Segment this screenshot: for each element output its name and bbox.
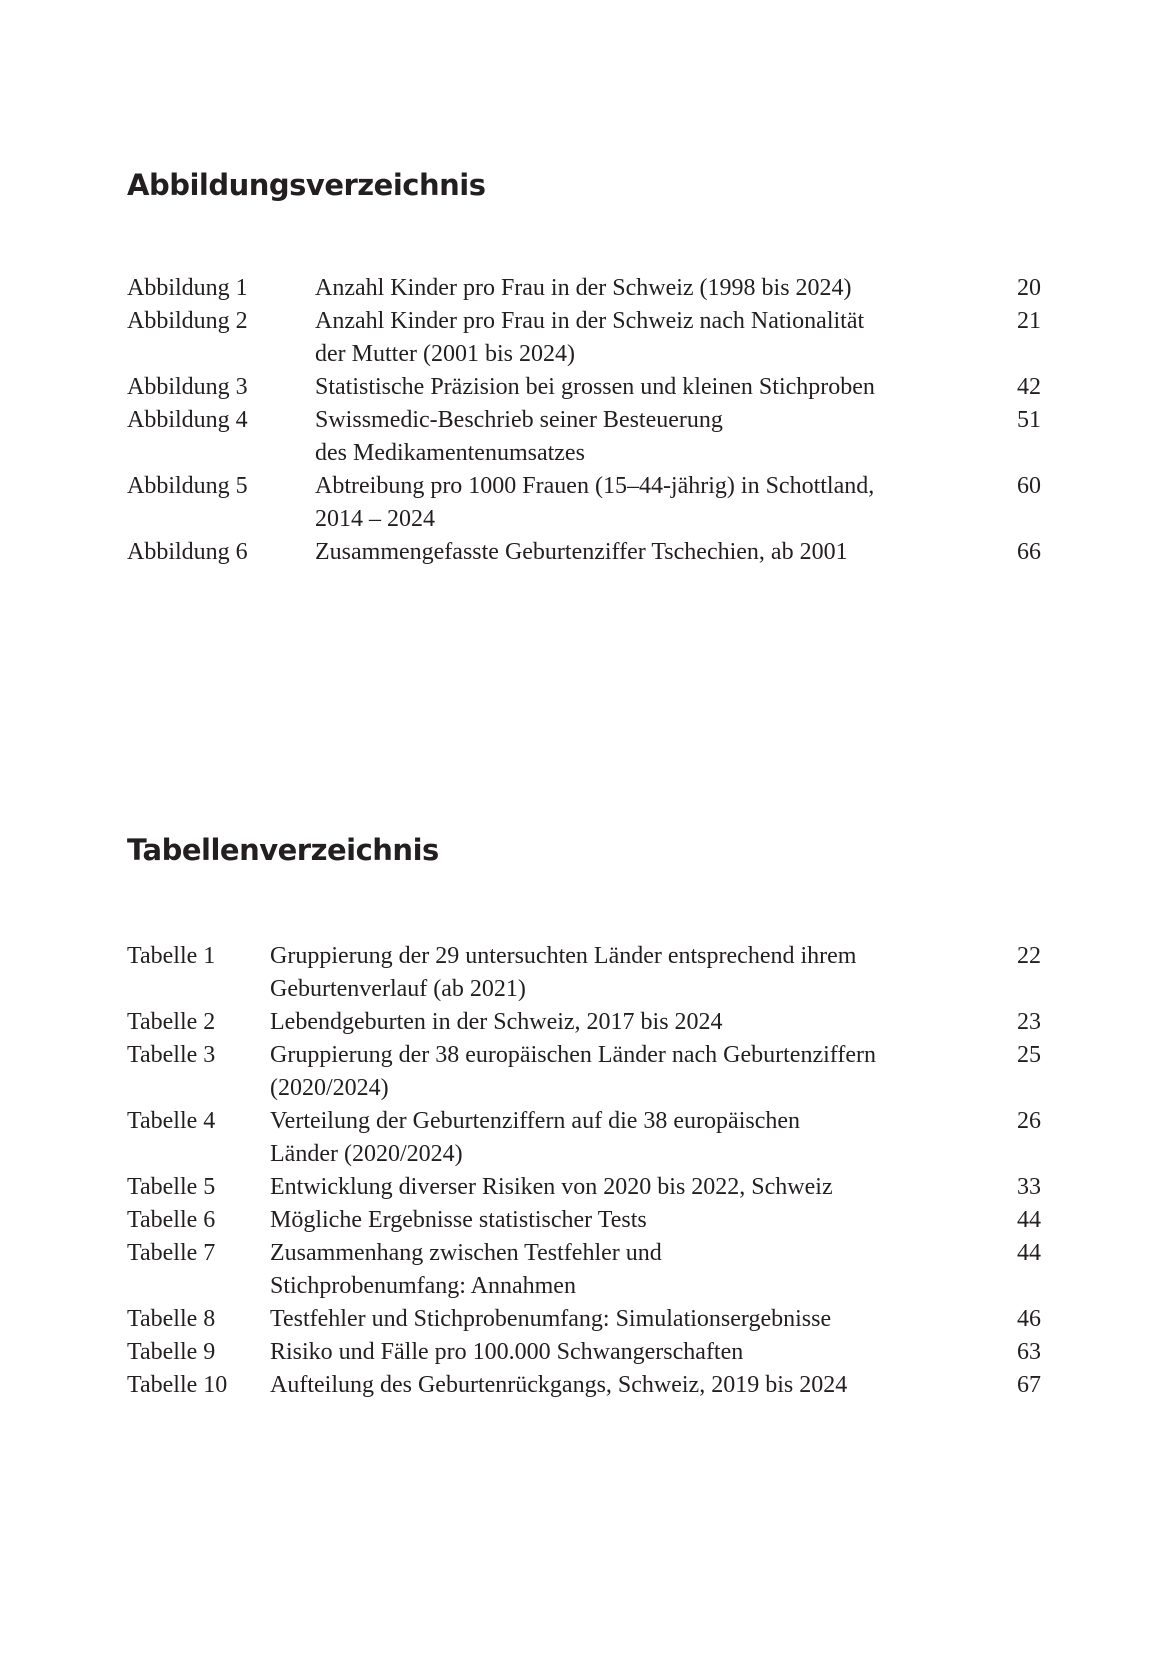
- entry-title: [270, 1204, 1001, 1237]
- entry-label: Abbildung 1: [127, 275, 248, 301]
- entry-page-number: 26: [1017, 1108, 1041, 1134]
- entry-title-line: Aufteilung des Geburtenrückgangs, Schweiz, 2019 bis 2024: [270, 1372, 848, 1398]
- entry-title-line: Entwicklung diverser Risiken von 2020 bis 2022, Schweiz: [270, 1174, 833, 1200]
- entry-label: Abbildung 5: [127, 473, 248, 499]
- entry-title: [270, 1237, 1001, 1303]
- table-entry: [127, 940, 1041, 1006]
- entry-label: Tabelle 4: [127, 1108, 216, 1134]
- entry-title: [270, 1171, 1001, 1204]
- entry-title-line: Anzahl Kinder pro Frau in der Schweiz (1998 bis 2024): [315, 275, 852, 301]
- entry-title-line: Stichprobenumfang: Annahmen: [270, 1273, 576, 1299]
- entry-page-number: 44: [1017, 1240, 1041, 1266]
- figure-entry: [127, 371, 1041, 404]
- entry-label: Abbildung 4: [127, 407, 248, 433]
- entry-page-number: 67: [1017, 1372, 1041, 1398]
- entry-label: Tabelle 3: [127, 1042, 216, 1068]
- entry-title: [315, 404, 1001, 470]
- entry-title: [270, 940, 1001, 1006]
- entry-page-number: 63: [1017, 1339, 1041, 1365]
- table-entry: [127, 1336, 1041, 1369]
- entry-title-line: Gruppierung der 29 untersuchten Länder entsprechend ihrem: [270, 943, 857, 969]
- entry-title-line: der Mutter (2001 bis 2024): [315, 341, 575, 367]
- entry-label: Tabelle 5: [127, 1174, 216, 1200]
- entry-title-line: Zusammengefasste Geburtenziffer Tschechien, ab 2001: [315, 539, 848, 565]
- table-entry: [127, 1369, 1041, 1402]
- entry-title-line: des Medikamentenumsatzes: [315, 440, 585, 466]
- entry-title-line: Verteilung der Geburtenziffern auf die 38 europäischen: [270, 1108, 801, 1134]
- figure-list: [127, 272, 1041, 569]
- entry-label: Abbildung 3: [127, 374, 248, 400]
- table-entry: [127, 1204, 1041, 1237]
- entry-title: [315, 305, 1001, 371]
- entry-title-line: Zusammenhang zwischen Testfehler und: [270, 1240, 662, 1266]
- entry-label: Abbildung 6: [127, 539, 248, 565]
- figure-entry: [127, 305, 1041, 371]
- entry-page-number: 51: [1017, 407, 1041, 433]
- entry-label: Tabelle 9: [127, 1339, 216, 1365]
- table-entry: [127, 1171, 1041, 1204]
- table-entry: [127, 1039, 1041, 1105]
- entry-title-line: 2014 – 2024: [315, 506, 435, 532]
- entry-page-number: 33: [1017, 1174, 1041, 1200]
- entry-page-number: 66: [1017, 539, 1041, 565]
- entry-page-number: 23: [1017, 1009, 1041, 1035]
- entry-title: [315, 470, 1001, 536]
- entry-title: [270, 1336, 1001, 1369]
- entry-page-number: 42: [1017, 374, 1041, 400]
- table-entry: [127, 1237, 1041, 1303]
- entry-page-number: 46: [1017, 1306, 1041, 1332]
- table-entry: [127, 1303, 1041, 1336]
- entry-label: Tabelle 2: [127, 1009, 216, 1035]
- entry-title-line: Geburtenverlauf (ab 2021): [270, 976, 526, 1002]
- figure-entry: [127, 470, 1041, 536]
- table-entry: [127, 1006, 1041, 1039]
- entry-label: Tabelle 8: [127, 1306, 216, 1332]
- entry-title-line: Risiko und Fälle pro 100.000 Schwangerschaften: [270, 1339, 744, 1365]
- entry-title: [315, 272, 1001, 305]
- figure-entry: [127, 272, 1041, 305]
- figure-entry: [127, 404, 1041, 470]
- entry-title: [315, 371, 1001, 404]
- entry-title-line: (2020/2024): [270, 1075, 389, 1101]
- entry-title-line: Abtreibung pro 1000 Frauen (15–44-jährig) in Schottland,: [315, 473, 875, 499]
- entry-page-number: 44: [1017, 1207, 1041, 1233]
- tables-heading: Tabellenverzeichnis: [127, 833, 439, 867]
- table-list: [127, 940, 1041, 1402]
- entry-title: [270, 1006, 1001, 1039]
- entry-page-number: 25: [1017, 1042, 1041, 1068]
- entry-title-line: Länder (2020/2024): [270, 1141, 463, 1167]
- entry-title-line: Gruppierung der 38 europäischen Länder nach Geburtenziffern: [270, 1042, 876, 1068]
- entry-title: [270, 1369, 1001, 1402]
- entry-title: [315, 536, 1001, 569]
- entry-label: Tabelle 7: [127, 1240, 216, 1266]
- entry-title: [270, 1303, 1001, 1336]
- entry-title-line: Testfehler und Stichprobenumfang: Simulationsergebnisse: [270, 1306, 832, 1332]
- entry-title-line: Anzahl Kinder pro Frau in der Schweiz nach Nationalität: [315, 308, 865, 334]
- entry-label: Tabelle 10: [127, 1372, 228, 1398]
- entry-title-line: Statistische Präzision bei grossen und kleinen Stichproben: [315, 374, 875, 400]
- entry-title: [270, 1039, 1001, 1105]
- entry-title-line: Swissmedic-Beschrieb seiner Besteuerung: [315, 407, 723, 433]
- entry-page-number: 60: [1017, 473, 1041, 499]
- entry-label: Tabelle 6: [127, 1207, 216, 1233]
- entry-page-number: 20: [1017, 275, 1041, 301]
- entry-label: Abbildung 2: [127, 308, 248, 334]
- entry-title: [270, 1105, 1001, 1171]
- table-entry: [127, 1105, 1041, 1171]
- figure-entry: [127, 536, 1041, 569]
- entry-page-number: 21: [1017, 308, 1041, 334]
- entry-page-number: 22: [1017, 943, 1041, 969]
- entry-title-line: Lebendgeburten in der Schweiz, 2017 bis 2024: [270, 1009, 723, 1035]
- entry-label: Tabelle 1: [127, 943, 216, 969]
- entry-title-line: Mögliche Ergebnisse statistischer Tests: [270, 1207, 647, 1233]
- figures-heading: Abbildungsverzeichnis: [127, 168, 486, 202]
